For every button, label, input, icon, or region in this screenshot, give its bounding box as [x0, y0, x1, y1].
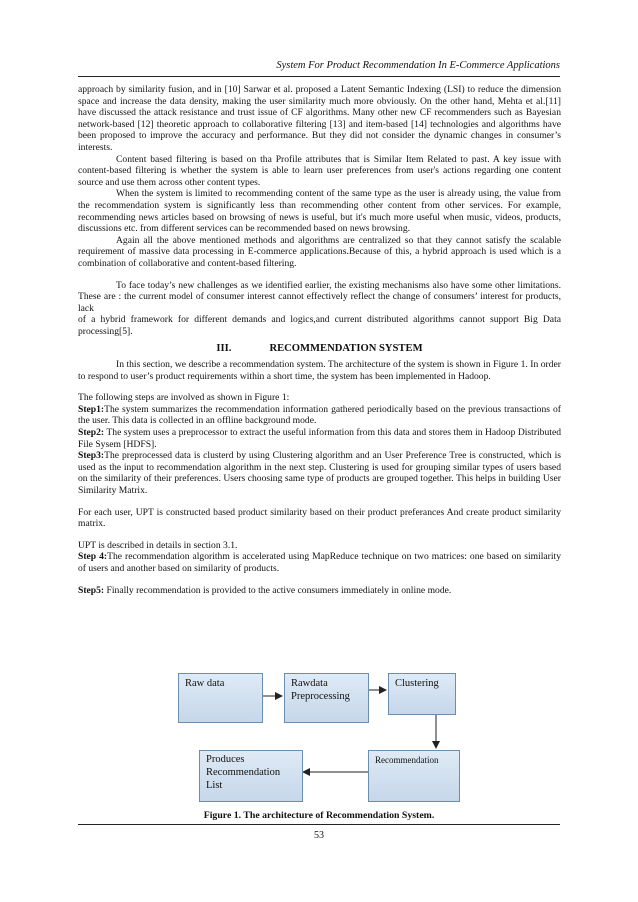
- paragraph-same-type: When the system is limited to recommending content of the same type as the user is already using, the value from the recommendation system is significantly less than recommending other content from other services. For example, recommending news articles based on browsing of news is useful, but it's much more useful when music, videos, products, discussions etc. from different services can be recommended based on news browsing.: [78, 188, 561, 235]
- figure-caption: Figure 1. The architecture of Recommendation System.: [203, 810, 435, 821]
- step-1: [78, 404, 561, 427]
- step-4-label: Step 4:: [78, 551, 108, 563]
- box-produces-list: Produces Recommendation List: [199, 750, 303, 802]
- upt-reference: UPT is described in details in section 3.1.: [78, 539, 238, 551]
- step-2: [78, 427, 561, 450]
- upt-paragraph: For each user, UPT is constructed based product similarity based on their product preferances And create product similarity matrix.: [78, 506, 561, 530]
- paragraph-challenges-cont: of a hybrid framework for different demands and logics,and current distributed algorithms cannot support Big Data processing[5].: [78, 314, 561, 337]
- header-rule: [78, 76, 560, 77]
- footer-rule: [78, 824, 560, 825]
- body-text: [78, 84, 561, 596]
- paragraph-hybrid: Again all the above mentioned methods and algorithms are centralized so that they cannot satisfy the scalable requirement of massive data processing in E-commerce applications.Because of this, a hybrid approach is used which is a combination of collaborative and content-based filtering.: [78, 234, 561, 269]
- step-4-text: The recommendation algorithm is accelerated using MapReduce technique on two matrices: one based on similarity of users and another based on similarity of products.: [78, 551, 562, 574]
- step-5: [78, 585, 561, 597]
- step-1-text: The system summarizes the recommendation information gathered periodically based on the previous transactions of the user. This data is collected in an offline background mode.: [78, 403, 561, 427]
- step-2-label: Step2:: [78, 427, 105, 439]
- step-5-text: Finally recommendation is provided to the active consumers immediately in online mode.: [104, 584, 452, 596]
- step-5-label: Step5:: [78, 584, 105, 596]
- section-number: III.: [216, 343, 232, 355]
- steps-intro: The following steps are involved as shown in Figure 1:: [78, 392, 290, 404]
- step-4: [78, 551, 561, 574]
- box-clustering: Clustering: [388, 673, 456, 715]
- step-1-label: Step1:: [78, 403, 105, 415]
- paragraph-challenges: To face today’s new challenges as we identified earlier, the existing mechanisms also have some other limitations. These are : the current model of consumer interest cannot effectively reflect the change of consumers’ interest for products, lack: [78, 279, 561, 314]
- step-3-label: Step3:: [78, 450, 105, 462]
- paragraph-content-filtering: Content based filtering is based on tha Profile attributes that is Similar Item Related to past. A key issue with content-based filtering is whether the system is able to learn user preferences from user's actions regarding one content source and use them across other content types.: [78, 153, 561, 188]
- page-number: 53: [314, 830, 324, 841]
- box-recommendation: Recommendation: [368, 750, 460, 802]
- section-heading: [78, 343, 561, 355]
- box-rawdata-preprocessing: Rawdata Preprocessing: [284, 673, 369, 723]
- section-intro: In this section, we describe a recommendation system. The architecture of the system is shown in Figure 1. In order to respond to user’s product requirements within a short time, the system has been implemented in Hadoop.: [78, 359, 561, 382]
- step-3-text: The preprocessed data is clusterd by using Clustering algorithm and an User Preference Tree is constructed, which is used as the input to recommendation algorithm in the next step. Clustering is used for grouping similar types of users based on the similarity of their preferences. Users choosing same type of products are grouped together. This helps in building User Similarity Matrix.: [78, 450, 561, 496]
- box-raw-data: Raw data: [178, 673, 263, 723]
- section-title: RECOMMENDATION SYSTEM: [269, 343, 423, 355]
- step-2-text: The system uses a preprocessor to extract the useful information from this data and stores them in Hadoop Distributed File Sysem [HDFS].: [78, 427, 561, 450]
- running-header: System For Product Recommendation In E-Commerce Applications: [276, 60, 560, 71]
- paragraph-related-work: approach by similarity fusion, and in [10] Sarwar et al. proposed a Latent Semantic Indexing (LSI) to reduce the dimension space and increase the data density, making the user similarity much more obviously. On the other hand, Mehta et al.[11] have discussed the attack resistance and trust issue of CF algorithms. Many other new CF recommenders such as Bayesian network-based [12] theoretic approach to collaborative filtering [13] and item-based [14] technologies and algorithms have been proposed to improve the accuracy and performance. But they did not consider the dynamic changes in consumer’s interests.: [78, 84, 561, 153]
- step-3: [78, 450, 561, 496]
